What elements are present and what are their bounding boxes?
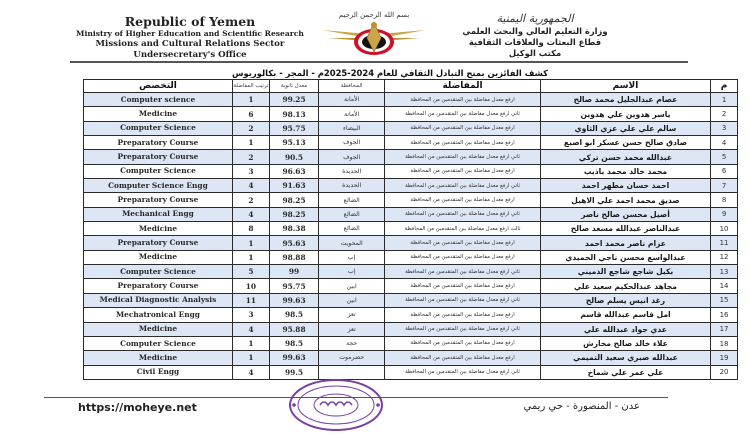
- emblem-basmala: بسم الله الرحمن الرحيم: [338, 11, 410, 19]
- cell-governorate: تعز: [319, 322, 385, 336]
- header-ar-country: الجمهورية اليمنية: [496, 12, 574, 25]
- cell-rank: 2: [232, 150, 269, 164]
- table-row: [84, 236, 738, 250]
- cell-specialty: Preparatory Course: [84, 150, 233, 164]
- cell-specialty: Computer Science: [84, 265, 233, 279]
- cell-average: 98.5: [269, 336, 318, 350]
- cell-name: احمد حسان مطهر احمد: [540, 179, 710, 193]
- table-row: [84, 336, 738, 350]
- cell-name: أصيل محسن صالح ناصر: [540, 207, 710, 221]
- official-stamp-icon: [280, 375, 392, 431]
- cell-number: 10: [711, 222, 738, 236]
- table-row: [84, 351, 738, 365]
- header-ar-ministry: وزارة التعليم العالي والبحث العلمي: [462, 26, 608, 36]
- cell-specialty: Civil Engg: [84, 365, 233, 379]
- cell-rank: 1: [232, 136, 269, 150]
- table-row: [84, 150, 738, 164]
- cell-name: علاء خالد صالح مخارش: [540, 336, 710, 350]
- cell-average: 95.63: [269, 236, 318, 250]
- cell-rank: 8: [232, 222, 269, 236]
- yemen-emblem-icon: [318, 8, 430, 58]
- cell-average: 99.5: [269, 365, 318, 379]
- cell-preference: ارفع معدل مفاضلة بين المتقدمين من المحافظة: [385, 136, 541, 150]
- cell-name: علي عمر علي شماخ: [540, 365, 710, 379]
- col-header-preference: المفاضلة: [385, 80, 541, 93]
- header-en-ministry: Ministry of Higher Education and Scientific Research: [76, 29, 304, 38]
- col-header-rank: ترتيب المفاضلة: [232, 80, 269, 93]
- cell-preference: ثاني ارفع معدل مفاضلة بين المتقدمين من المحافظة: [385, 265, 541, 279]
- table-row: [84, 293, 738, 307]
- cell-average: 95.88: [269, 322, 318, 336]
- cell-rank: 4: [232, 207, 269, 221]
- cell-rank: 1: [232, 351, 269, 365]
- table-row: [84, 222, 738, 236]
- cell-specialty: Preparatory Course: [84, 236, 233, 250]
- cell-governorate: البيضاء: [319, 121, 385, 135]
- cell-preference: ارفع معدل مفاضلة بين المتقدمين من المحافظة: [385, 236, 541, 250]
- cell-specialty: Medicine: [84, 322, 233, 336]
- cell-rank: 3: [232, 308, 269, 322]
- cell-number: 16: [711, 308, 738, 322]
- header-ar-sector: قطاع البعثات والعلاقات الثقافية: [468, 37, 602, 47]
- cell-name: ياسر هدوين علي هدوين: [540, 107, 710, 121]
- table-body: [84, 93, 738, 380]
- cell-governorate: الضالع: [319, 193, 385, 207]
- cell-number: 6: [711, 164, 738, 178]
- cell-name: عبدالله صبري سعيد التميمي: [540, 351, 710, 365]
- cell-number: 4: [711, 136, 738, 150]
- cell-governorate: تعز: [319, 308, 385, 322]
- cell-specialty: Medicine: [84, 250, 233, 264]
- cell-rank: 4: [232, 322, 269, 336]
- cell-preference: ثاني ارفع معدل مفاضلة بين المتقدمين من المحافظة: [385, 207, 541, 221]
- cell-governorate: الحديدة: [319, 164, 385, 178]
- cell-specialty: Computer Science: [84, 336, 233, 350]
- cell-specialty: Medicine: [84, 351, 233, 365]
- cell-rank: 1: [232, 250, 269, 264]
- cell-name: سالم علي علي عزي الثاوي: [540, 121, 710, 135]
- cell-governorate: الجوف: [319, 136, 385, 150]
- cell-number: 14: [711, 279, 738, 293]
- cell-number: 13: [711, 265, 738, 279]
- table-row: [84, 322, 738, 336]
- cell-governorate: الجوف: [319, 150, 385, 164]
- cell-governorate: ابين: [319, 279, 385, 293]
- table-row: [84, 365, 738, 379]
- cell-preference: ارفع معدل مفاضلة بين المتقدمين من المحافظة: [385, 193, 541, 207]
- table-row: [84, 308, 738, 322]
- cell-name: عبدالناصر عبدالله مسعد صالح: [540, 222, 710, 236]
- col-header-specialty: التخصص: [84, 80, 233, 93]
- cell-name: صادق صالح حسن عسكر ابو اصبع: [540, 136, 710, 150]
- cell-number: 18: [711, 336, 738, 350]
- cell-rank: 11: [232, 293, 269, 307]
- table-row: [84, 279, 738, 293]
- cell-preference: ثاني ارفع معدل مفاضلة بين المتقدمين من المحافظة: [385, 107, 541, 121]
- col-header-name: الاسم: [540, 80, 710, 93]
- cell-average: 98.13: [269, 107, 318, 121]
- cell-average: 90.5: [269, 150, 318, 164]
- cell-number: 3: [711, 121, 738, 135]
- cell-rank: 10: [232, 279, 269, 293]
- cell-governorate: حضرموت: [319, 351, 385, 365]
- cell-preference: ثالث ارفع معدل مفاضلة بين المتقدمين من المحافظة: [385, 222, 541, 236]
- cell-number: 11: [711, 236, 738, 250]
- cell-name: رغد انيس يسلم صالح: [540, 293, 710, 307]
- cell-preference: ثاني ارفع معدل مفاضلة بين المتقدمين من المحافظة: [385, 293, 541, 307]
- cell-preference: ثاني ارفع معدل مفاضلة بين المتقدمين من المحافظة: [385, 179, 541, 193]
- header-english: [70, 14, 310, 61]
- cell-preference: ارفع معدل مفاضلة بين المتقدمين من المحافظة: [385, 121, 541, 135]
- cell-name: عزام ناصر محمد احمد: [540, 236, 710, 250]
- cell-number: 1: [711, 93, 738, 107]
- table-row: [84, 93, 738, 107]
- col-header-num: م: [711, 80, 738, 93]
- cell-specialty: Mechanical Engg: [84, 207, 233, 221]
- cell-average: 99.63: [269, 293, 318, 307]
- header-en-sector: Missions and Cultural Relations Sector: [95, 39, 285, 49]
- cell-name: مجاهد عبدالحكيم سعيد علي: [540, 279, 710, 293]
- table-row: [84, 207, 738, 221]
- cell-governorate: المحويت: [319, 236, 385, 250]
- cell-rank: 1: [232, 236, 269, 250]
- cell-number: 19: [711, 351, 738, 365]
- cell-average: 96.63: [269, 164, 318, 178]
- cell-average: 98.5: [269, 308, 318, 322]
- cell-specialty: Computer Science: [84, 121, 233, 135]
- cell-average: 95.75: [269, 121, 318, 135]
- table-row: [84, 107, 738, 121]
- website-link[interactable]: https://moheye.net: [78, 401, 197, 414]
- cell-preference: ارفع معدل مفاضلة بين المتقدمين من المحافظة: [385, 93, 541, 107]
- cell-name: عبدالواسع محسن ناجي الحميدي: [540, 250, 710, 264]
- table-row: [84, 164, 738, 178]
- cell-number: 20: [711, 365, 738, 379]
- cell-number: 17: [711, 322, 738, 336]
- table-header-row: [84, 80, 738, 93]
- table-row: [84, 179, 738, 193]
- cell-specialty: Computer Science: [84, 164, 233, 178]
- table-row: [84, 250, 738, 264]
- cell-average: 98.88: [269, 250, 318, 264]
- cell-governorate: إب: [319, 250, 385, 264]
- cell-rank: 1: [232, 93, 269, 107]
- cell-preference: ثاني ارفع معدل مفاضلة بين المتقدمين من المحافظة: [385, 322, 541, 336]
- cell-number: 7: [711, 179, 738, 193]
- header-ar-office: مكتب الوكيل: [508, 48, 562, 58]
- cell-governorate: الأمانة: [319, 107, 385, 121]
- cell-rank: 1: [232, 336, 269, 350]
- cell-number: 9: [711, 207, 738, 221]
- cell-specialty: Preparatory Course: [84, 279, 233, 293]
- header-en-office: Undersecretary's Office: [133, 50, 247, 60]
- cell-number: 2: [711, 107, 738, 121]
- cell-average: 95.75: [269, 279, 318, 293]
- cell-governorate: الضالع: [319, 222, 385, 236]
- cell-preference: ارفع معدل مفاضلة بين المتقدمين من المحافظة: [385, 336, 541, 350]
- cell-name: عصام عبدالجليل محمد صالح: [540, 93, 710, 107]
- cell-average: 99.25: [269, 93, 318, 107]
- cell-preference: ثاني ارفع معدل مفاضلة بين المتقدمين من المحافظة: [385, 150, 541, 164]
- cell-specialty: Mechatronical Engg: [84, 308, 233, 322]
- cell-average: 95.13: [269, 136, 318, 150]
- winners-table: [83, 79, 738, 380]
- cell-average: 91.63: [269, 179, 318, 193]
- cell-number: 12: [711, 250, 738, 264]
- cell-number: 15: [711, 293, 738, 307]
- cell-preference: ارفع معدل مفاضلة بين المتقدمين من المحافظة: [385, 164, 541, 178]
- cell-preference: ارفع معدل مفاضلة بين المتقدمين من المحافظة: [385, 308, 541, 322]
- cell-specialty: Computer science: [84, 93, 233, 107]
- cell-preference: ارفع معدل مفاضلة بين المتقدمين من المحافظة: [385, 250, 541, 264]
- cell-specialty: Medicine: [84, 222, 233, 236]
- cell-name: عدي جواد عبدالله علي: [540, 322, 710, 336]
- cell-number: 8: [711, 193, 738, 207]
- cell-specialty: Preparatory Course: [84, 193, 233, 207]
- cell-governorate: حجة: [319, 336, 385, 350]
- header-divider: [70, 61, 688, 63]
- col-header-avg: معدل ثانوية: [269, 80, 318, 93]
- cell-governorate: ابين: [319, 293, 385, 307]
- footer-address: عدن - المنصورة - حي ريمي: [523, 401, 640, 412]
- cell-name: صديق محمد احمد علي الاهيل: [540, 193, 710, 207]
- cell-rank: 2: [232, 121, 269, 135]
- cell-specialty: Medical Diagnostic Analysis: [84, 293, 233, 307]
- cell-preference: ارفع معدل مفاضلة بين المتقدمين من المحافظة: [385, 279, 541, 293]
- cell-number: 5: [711, 150, 738, 164]
- cell-average: 98.38: [269, 222, 318, 236]
- cell-specialty: Medicine: [84, 107, 233, 121]
- cell-governorate: الضالع: [319, 207, 385, 221]
- cell-name: عبدالله محمد حسن تركي: [540, 150, 710, 164]
- cell-rank: 4: [232, 179, 269, 193]
- cell-preference: ثاني ارفع معدل مفاضلة بين المتقدمين من المحافظة: [385, 365, 541, 379]
- table-row: [84, 265, 738, 279]
- cell-rank: 5: [232, 265, 269, 279]
- cell-rank: 3: [232, 164, 269, 178]
- cell-governorate: إب: [319, 265, 385, 279]
- cell-specialty: Computer Science Engg: [84, 179, 233, 193]
- col-header-governorate: المحافظة: [319, 80, 385, 93]
- cell-average: 99.63: [269, 351, 318, 365]
- header-en-country: Republic of Yemen: [124, 14, 256, 29]
- cell-name: محمد خالد محمد باذيب: [540, 164, 710, 178]
- cell-specialty: Preparatory Course: [84, 136, 233, 150]
- cell-governorate: الأمانة: [319, 93, 385, 107]
- table-row: [84, 193, 738, 207]
- header-arabic: [440, 12, 630, 59]
- cell-rank: 4: [232, 365, 269, 379]
- table-row: [84, 121, 738, 135]
- cell-average: 98.25: [269, 207, 318, 221]
- cell-name: امل قاسم عبدالله قاسم: [540, 308, 710, 322]
- table-row: [84, 136, 738, 150]
- cell-average: 99: [269, 265, 318, 279]
- cell-preference: ارفع معدل مفاضلة بين المتقدمين من المحافظة: [385, 351, 541, 365]
- cell-governorate: الحديدة: [319, 179, 385, 193]
- cell-average: 98.25: [269, 193, 318, 207]
- cell-rank: 6: [232, 107, 269, 121]
- cell-name: بكيل شاجع شاجع الدميني: [540, 265, 710, 279]
- document-title: كشف الفائزين بمنح التبادل الثقافي للعام 2024-2025م - المجر - بكالوريوس: [231, 68, 549, 78]
- cell-rank: 2: [232, 193, 269, 207]
